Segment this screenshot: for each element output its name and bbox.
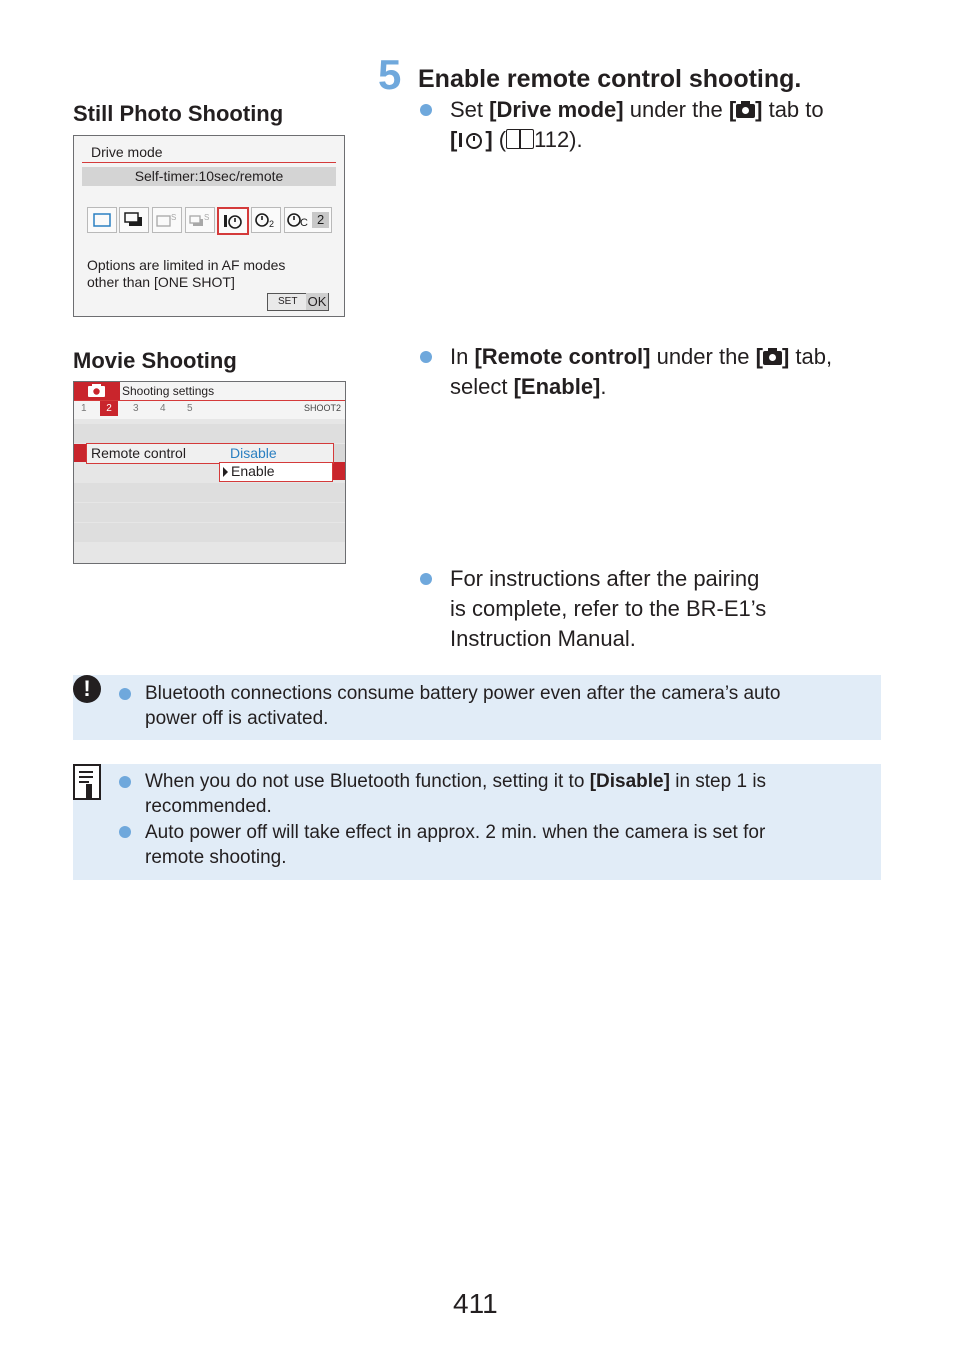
- text: is complete, refer to the BR-E1’s: [450, 596, 767, 621]
- bullet-icon: [420, 351, 432, 363]
- self-timer-continuous-icon[interactable]: [284, 207, 332, 233]
- drive-mode-title: Drive mode: [91, 144, 163, 160]
- selection-marker-left: [74, 444, 86, 462]
- memo-line: [79, 781, 89, 783]
- menu-row-empty: [74, 424, 345, 443]
- single-shooting-icon[interactable]: [87, 207, 117, 233]
- menu-tab-1[interactable]: 1: [81, 403, 87, 414]
- bullet-icon: [119, 688, 131, 700]
- text: select: [450, 374, 514, 399]
- bracket: ]: [781, 344, 790, 369]
- silent-single-icon[interactable]: [152, 207, 182, 233]
- self-timer-2sec-icon[interactable]: [251, 207, 281, 233]
- text: Bluetooth connections consume battery power even after the camera’s auto: [145, 683, 781, 704]
- book-reference-icon: [506, 129, 534, 149]
- text: Auto power off will take effect in approx. 2 min. when the camera is set for: [145, 822, 766, 843]
- selection-marker-right: [333, 462, 345, 480]
- memo-line: [79, 776, 93, 778]
- text: power off is activated.: [145, 708, 329, 729]
- bullet-remote-control: [450, 342, 890, 402]
- text: For instructions after the pairing: [450, 566, 760, 591]
- bullet-icon: [119, 776, 131, 788]
- page-reference[interactable]: 112).: [534, 127, 583, 152]
- bullet-instructions: [450, 564, 890, 654]
- pencil: [86, 784, 92, 798]
- camera-icon: [763, 351, 782, 365]
- svg-text:2: 2: [269, 219, 275, 229]
- set-label: SET: [278, 296, 298, 307]
- set-ok-button[interactable]: [267, 293, 329, 311]
- drive-mode-selected-label: Self-timer:10sec/remote: [82, 167, 336, 186]
- text: .: [600, 374, 607, 399]
- menu-tab-3[interactable]: 3: [133, 403, 139, 414]
- menu-tab-4[interactable]: 4: [160, 403, 166, 414]
- svg-text:S: S: [204, 213, 210, 222]
- silent-continuous-icon[interactable]: [185, 207, 215, 233]
- bracket: ]: [485, 127, 493, 152]
- text: under the: [650, 344, 756, 369]
- bullet-drive-mode: [450, 95, 890, 155]
- bullet-icon: [119, 826, 131, 838]
- drive-mode-note-line2: other than [ONE SHOT]: [87, 274, 235, 290]
- camera-icon: [736, 104, 755, 118]
- memo-line: [79, 771, 93, 773]
- drive-mode-term: [Drive mode]: [489, 97, 624, 122]
- remote-control-label: Remote control: [91, 445, 186, 461]
- self-timer-remote-icon[interactable]: [217, 207, 249, 235]
- menu-title: Shooting settings: [122, 384, 215, 398]
- memo-item-2: [145, 820, 865, 870]
- caret-right-icon: [223, 467, 229, 477]
- text: tab,: [789, 344, 833, 369]
- text: remote shooting.: [145, 847, 287, 868]
- memo-icon: [73, 764, 101, 800]
- menu-row-empty: [74, 503, 345, 522]
- text: (: [492, 127, 507, 152]
- ok-label: OK: [307, 294, 327, 309]
- menu-tab-name: SHOOT2: [304, 403, 342, 413]
- menu-tab-5[interactable]: 5: [187, 403, 193, 414]
- text: Instruction Manual.: [450, 626, 636, 651]
- shooting-settings-screen: [73, 381, 346, 564]
- text: recommended.: [145, 796, 272, 817]
- page-number: 411: [453, 1288, 498, 1319]
- remote-control-value[interactable]: Disable: [230, 445, 277, 461]
- bracket: ]: [755, 97, 763, 122]
- drive-mode-screen: [73, 135, 345, 317]
- bullet-icon: [420, 573, 432, 585]
- caution-text: [145, 681, 865, 731]
- step-title: Enable remote control shooting.: [418, 65, 802, 93]
- bracket: [: [450, 127, 458, 152]
- camera-tab[interactable]: [74, 382, 120, 400]
- enable-option-label: Enable: [231, 463, 275, 479]
- text: In: [450, 344, 475, 369]
- still-photo-heading: Still Photo Shooting: [73, 101, 284, 126]
- text: under the: [623, 97, 729, 122]
- self-timer-remote-icon: [457, 130, 485, 150]
- menu-row-empty: [74, 483, 345, 502]
- text: When you do not use Bluetooth function, setting it to: [145, 771, 590, 792]
- disable-term: [Disable]: [589, 771, 670, 792]
- continuous-count: 2: [317, 212, 325, 227]
- bullet-icon: [420, 104, 432, 116]
- text: Set: [450, 97, 490, 122]
- remote-control-term: [Remote control]: [474, 344, 651, 369]
- drive-mode-note: [87, 257, 285, 291]
- enable-term: [Enable]: [513, 374, 601, 399]
- menu-row-empty: [74, 523, 345, 542]
- bracket: [: [728, 97, 737, 122]
- svg-text:S: S: [171, 213, 177, 222]
- continuous-shooting-icon[interactable]: [119, 207, 149, 233]
- caution-icon: !: [73, 675, 101, 703]
- menu-tab-2[interactable]: 2: [100, 401, 118, 416]
- divider: [82, 162, 336, 163]
- bracket: [: [755, 344, 763, 369]
- step-number: 5: [378, 51, 402, 98]
- movie-shooting-heading: Movie Shooting: [73, 348, 237, 373]
- svg-text:C: C: [300, 217, 308, 229]
- text: tab to: [762, 97, 824, 122]
- memo-item-1: [145, 769, 865, 819]
- text: in step 1 is: [669, 771, 767, 792]
- drive-mode-note-line1: Options are limited in AF modes: [87, 257, 286, 273]
